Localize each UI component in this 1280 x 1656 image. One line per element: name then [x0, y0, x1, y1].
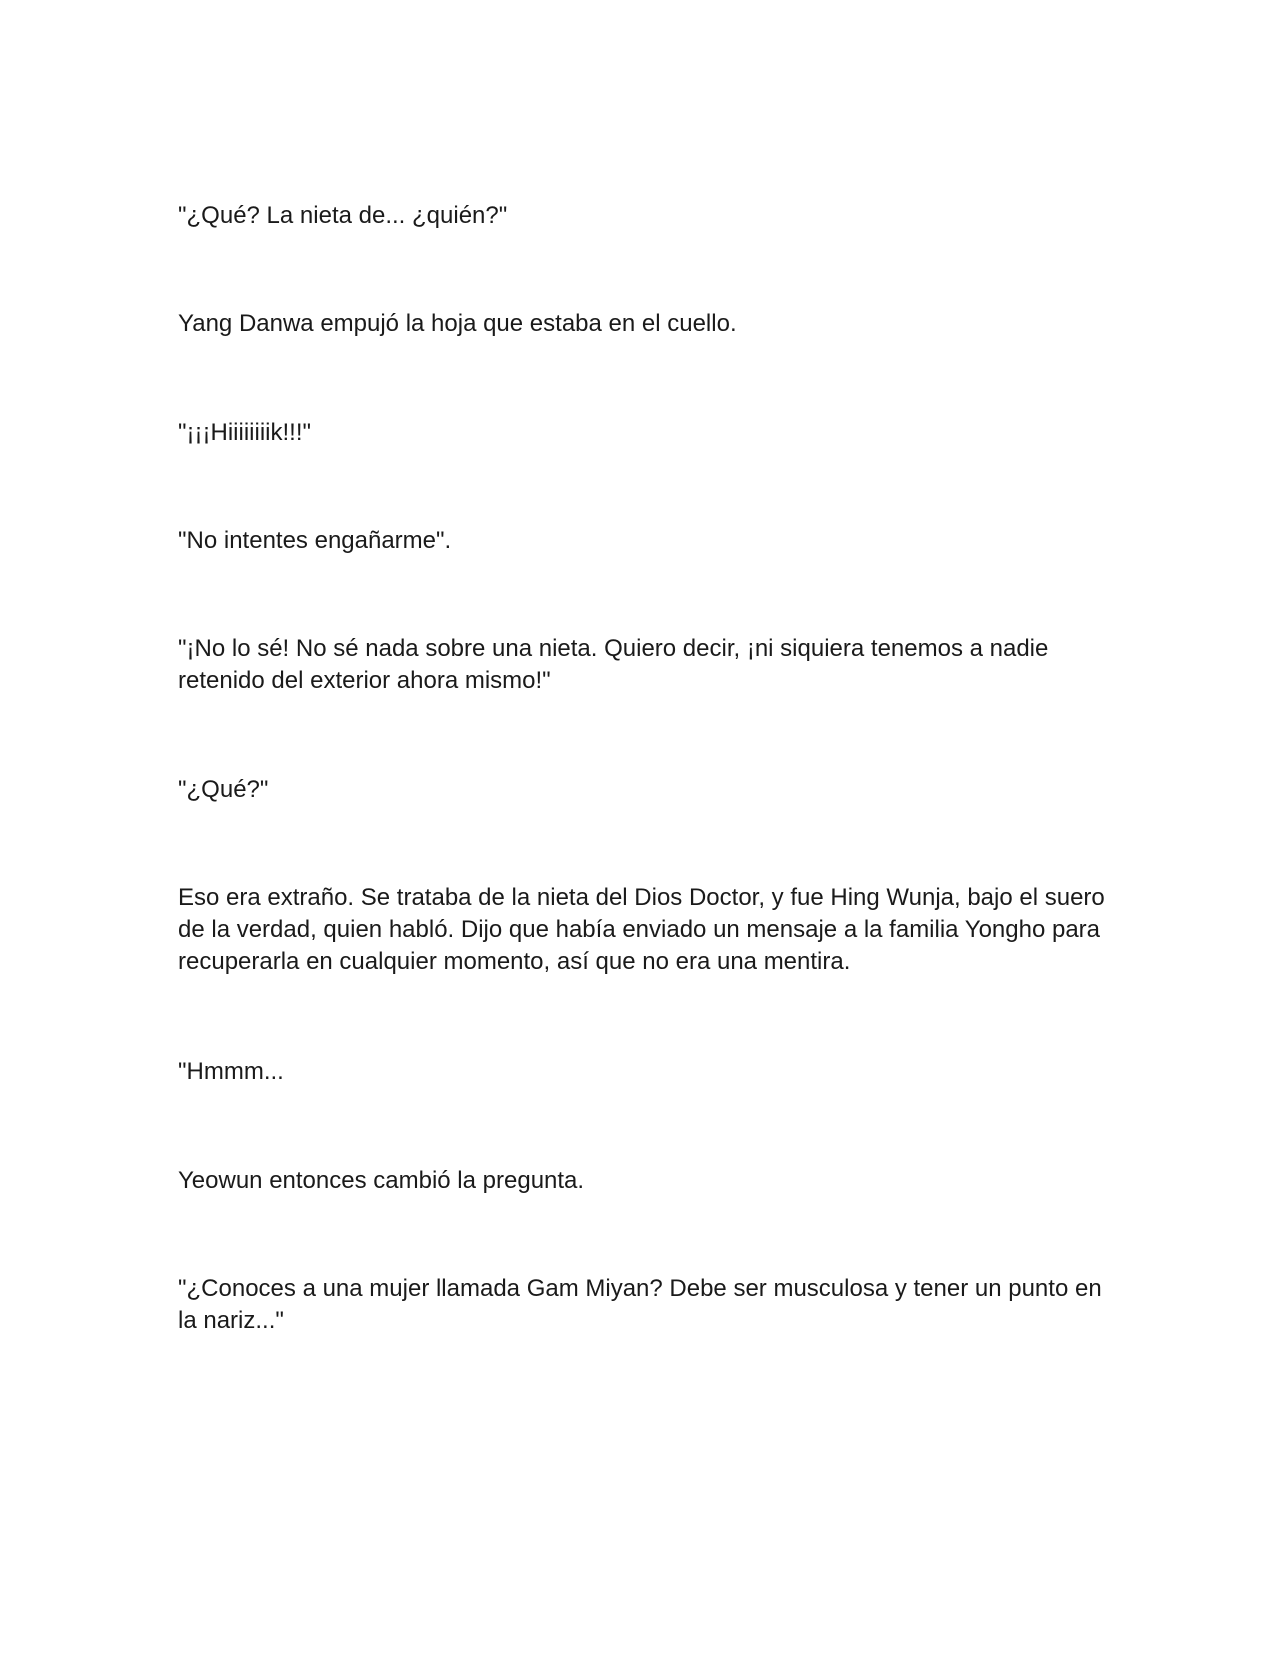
paragraph-6: "¿Qué?" — [178, 776, 269, 803]
paragraph-5: "¡No lo sé! No sé nada sobre una nieta. Quiero decir, ¡ni siquiera tenemos a nadie retenido del exterior ahora mismo!" — [178, 635, 1049, 694]
paragraph-8: "Hmmm... — [178, 1058, 284, 1085]
paragraph-2: Yang Danwa empujó la hoja que estaba en el cuello. — [178, 310, 737, 337]
paragraph-3: "¡¡¡Hiiiiiiiik!!!" — [178, 419, 312, 446]
paragraph-9: Yeowun entonces cambió la pregunta. — [178, 1167, 585, 1194]
paragraph-7: Eso era extraño. Se trataba de la nieta del Dios Doctor, y fue Hing Wunja, bajo el suero de la verdad, quien habló. Dijo que había enviado un mensaje a la familia Yongho para recuperarla en cualquier momento, así que no era una mentira. — [178, 884, 1105, 975]
paragraph-1: "¿Qué? La nieta de... ¿quién?" — [178, 202, 508, 229]
paragraph-4: "No intentes engañarme". — [178, 527, 452, 554]
paragraph-10: "¿Conoces a una mujer llamada Gam Miyan? Debe ser musculosa y tener un punto en la nariz..." — [178, 1275, 1102, 1334]
